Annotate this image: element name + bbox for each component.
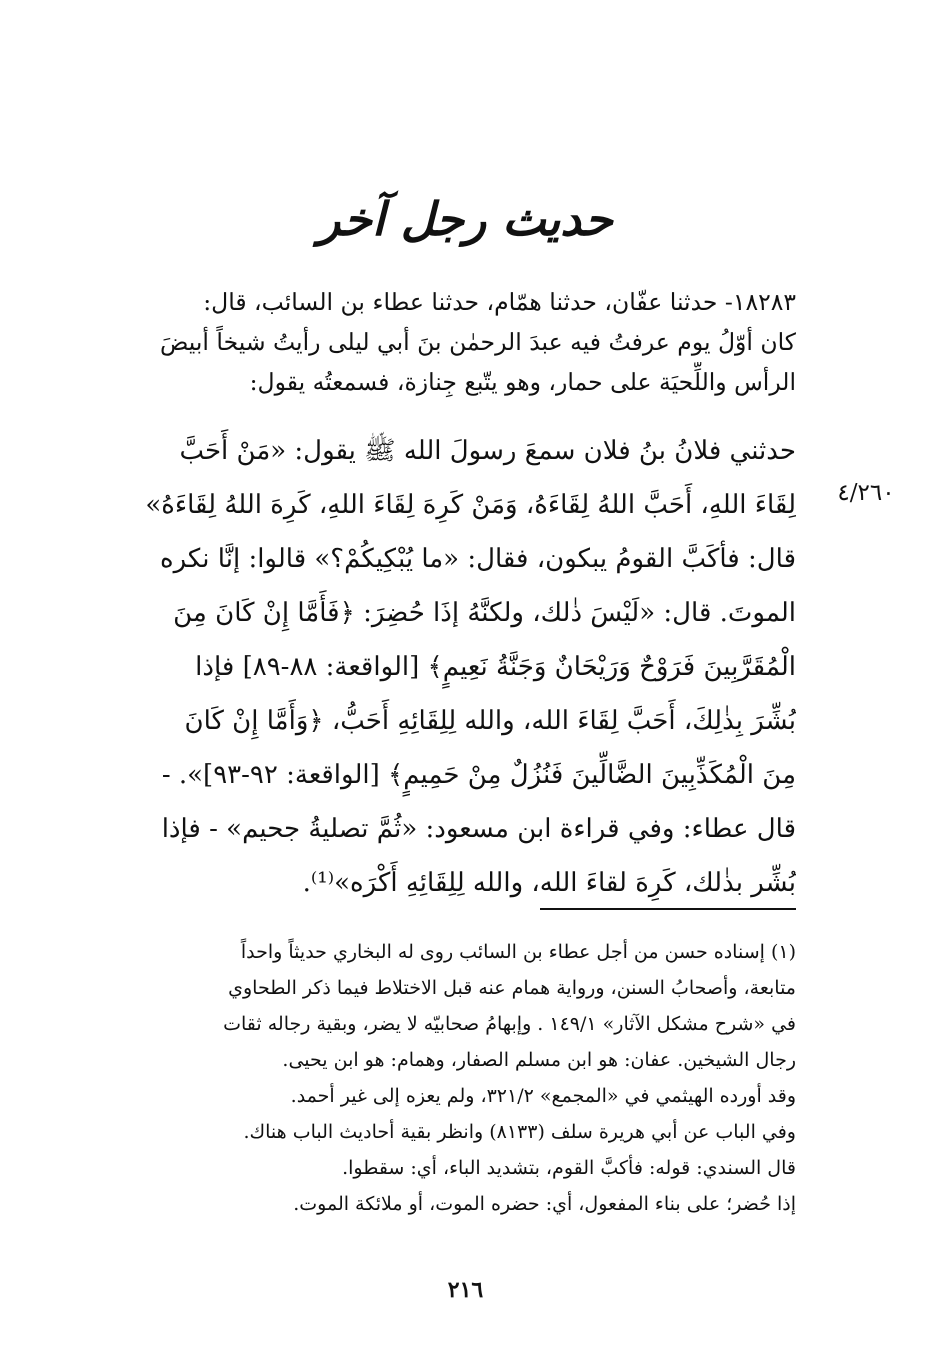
hadith-line: حدثني فلانُ بنُ فلان سمعَ رسولَ الله ﷺ يقول: «مَنْ أَحَبَّ [179, 436, 796, 466]
intro-line: كان أوّلُ يوم عرفتُ فيه عبدَ الرحمٰن بنَ أبي ليلى رأيتُ شيخاً أبيضَ [159, 328, 796, 356]
intro-line: الرأس واللِّحيَة على حمار، وهو يتّبع جِنازة، فسمعتُه يقول: [249, 368, 796, 396]
hadith-line: قال: فأكَبَّ القومُ يبكون، فقال: «ما يُبْكِيكُمْ؟» قالوا: إنَّا نكره [159, 544, 796, 574]
footnote-line: (١) إسناده حسن من أجل عطاء بن السائب روى له البخاري حديثاً واحداً [240, 941, 796, 963]
footnote-line: متابعة، وأصحابُ السنن، ورواية همام عنه قبل الاختلاط فيما ذكر الطحاوي [228, 977, 796, 999]
footnote-divider [540, 908, 796, 910]
hadith-line: الْمُقَرَّبِينَ فَرَوْحٌ وَرَيْحَانٌ وَجَنَّةُ نَعِيمٍ﴾ [الواقعة: ٨٨-٨٩] فإذا [195, 652, 796, 682]
hadith-isnad-intro [98, 282, 796, 402]
footnote-line: رجال الشيخين. عفان: هو ابن مسلم الصفار، وهمام: هو ابن يحيى. [282, 1049, 796, 1071]
intro-line: ١٨٢٨٣- حدثنا عفّان، حدثنا همّام، حدثنا عطاء بن السائب، قال: [203, 288, 796, 316]
footnote-line: في «شرح مشكل الآثار» ١٤٩/١ . وإبهامُ صحابيّه لا يضر، وبقية رجاله ثقات [223, 1013, 796, 1035]
hadith-line: مِنَ الْمُكَذِّبِينَ الضَّالِّينَ فَنُزُلٌ مِنْ حَمِيمٍ﴾ [الواقعة: ٩٢-٩٣]». - [161, 760, 796, 790]
page-title: حديث رجل آخر [318, 192, 613, 246]
hadith-text [98, 424, 796, 910]
footnote-line: وفي الباب عن أبي هريرة سلف (٨١٣٣) وانظر بقية أحاديث الباب هناك. [243, 1121, 796, 1143]
footnote-line: إذا حُضر؛ على بناء المفعول، أي: حضره الموت، أو ملائكة الموت. [293, 1193, 796, 1215]
margin-reference: ٤/٢٦٠ [837, 480, 895, 506]
hadith-line: بُشِّر بذٰلك، كَرِهَ لقاءَ الله، والله لِلِقَائِهِ أَكْرَه»⁽¹⁾. [302, 868, 796, 898]
footnote-line: قال السندي: قوله: فأكبَّ القوم، بتشديد الباء، أي: سقطوا. [342, 1157, 796, 1179]
hadith-line: لِقَاءَ اللهِ، أَحَبَّ اللهُ لِقَاءَهُ، وَمَنْ كَرِهَ لِقَاءَ اللهِ، كَرِهَ اللهُ لِقَاءَهُ» [145, 490, 796, 520]
hadith-line: قال عطاء: وفي قراءة ابن مسعود: «ثُمَّ تصليةُ جحيم» - فإذا [161, 814, 796, 844]
hadith-line: الموتَ. قال: «لَيْسَ ذٰلك، ولكنَّهُ إذَا حُضِرَ: ﴿فَأَمَّا إِنْ كَانَ مِنَ [173, 598, 796, 628]
page-number: ٢١٦ [447, 1277, 484, 1303]
footnote-line: وقد أورده الهيثمي في «المجمع» ٣٢١/٢، ولم يعزه إلى غير أحمد. [290, 1085, 796, 1107]
footnotes [98, 934, 796, 1222]
hadith-line: بُشِّرَ بِذٰلِكَ، أَحَبَّ لِقَاءَ الله، والله لِلِقَائِهِ أَحَبُّ، ﴿وَأَمَّا إِنْ كَانَ [184, 706, 796, 736]
